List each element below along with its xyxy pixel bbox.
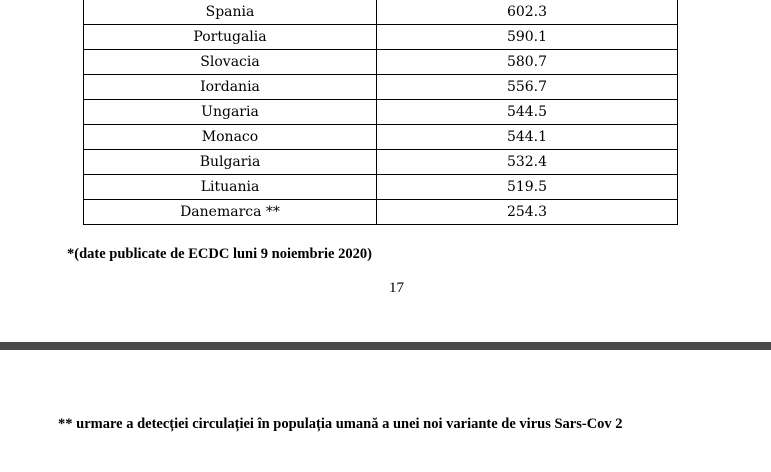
table-row <box>84 150 678 175</box>
value-cell: 556.7 <box>377 75 678 100</box>
sars-variant-footnote: ** urmare a detecției circulației în populația umană a unei noi variante de virus Sars-Cov 2 <box>58 416 623 432</box>
table-row <box>84 100 678 125</box>
table-row <box>84 0 678 25</box>
country-cell: Slovacia <box>84 50 377 75</box>
table-row <box>84 200 678 225</box>
value-cell: 519.5 <box>377 175 678 200</box>
value-cell: 544.5 <box>377 100 678 125</box>
page-number: 17 <box>389 280 404 296</box>
value-cell: 590.1 <box>377 25 678 50</box>
value-cell: 544.1 <box>377 125 678 150</box>
value-cell: 602.3 <box>377 0 678 25</box>
value-cell: 254.3 <box>377 200 678 225</box>
country-cell: Monaco <box>84 125 377 150</box>
table-row <box>84 175 678 200</box>
value-cell: 580.7 <box>377 50 678 75</box>
country-cell: Danemarca ** <box>84 200 377 225</box>
country-cell: Portugalia <box>84 25 377 50</box>
table-row <box>84 125 678 150</box>
country-cell: Bulgaria <box>84 150 377 175</box>
country-cell: Spania <box>84 0 377 25</box>
table-row <box>84 75 678 100</box>
page-separator <box>0 342 771 350</box>
table-row <box>84 50 678 75</box>
country-cell: Ungaria <box>84 100 377 125</box>
table-row <box>84 25 678 50</box>
incidence-table <box>83 0 678 225</box>
value-cell: 532.4 <box>377 150 678 175</box>
country-cell: Iordania <box>84 75 377 100</box>
country-cell: Lituania <box>84 175 377 200</box>
ecdc-source-footnote: *(date publicate de ECDC luni 9 noiembrie 2020) <box>67 246 372 262</box>
